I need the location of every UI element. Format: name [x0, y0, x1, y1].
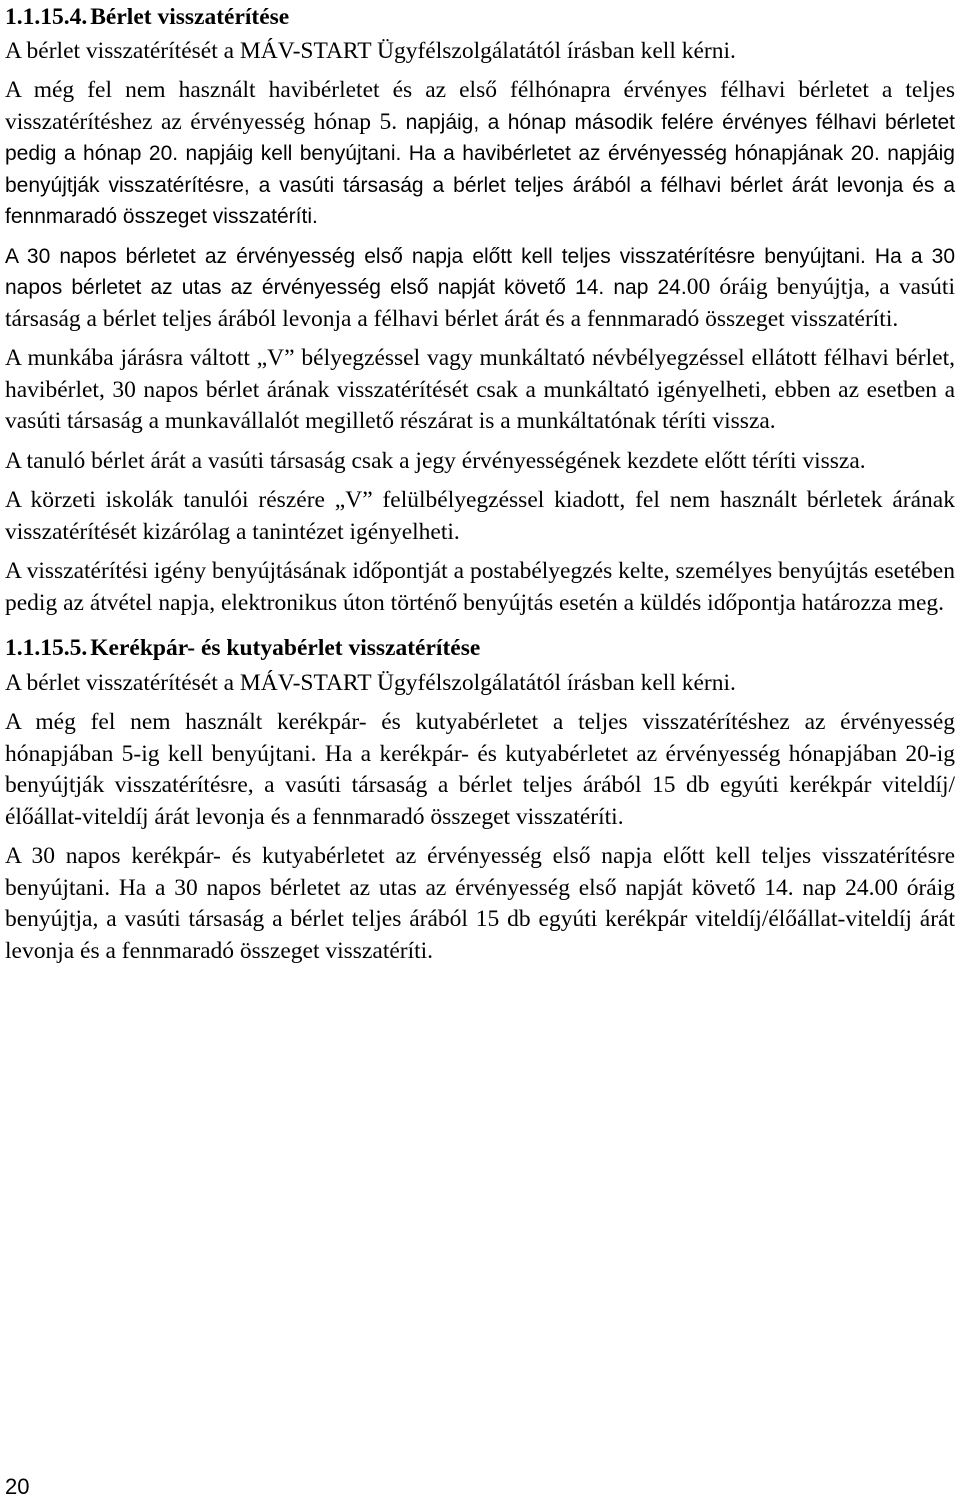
paragraph-text: A körzeti iskolák tanulói részére „V” felülbélyegzéssel kiadott, fel nem használt bérletek árának visszatérítését kizárólag a tanintézet igényelheti. — [5, 487, 955, 545]
paragraph-text: A még fel nem használt kerékpár- és kutyabérletet a teljes visszatérítéshez az érvényesség hónapjában 5-ig kell benyújtani. Ha a kerékpár- és kutyabérletet az érvényesség hónapjában 20-ig benyújtják visszatérítésre, a vasúti társaság a bérlet teljes árából 15 db egyúti kerékpár viteldíj/élőállat-viteldíj árát levonja és a fennmaradó összeget visszatéríti. — [5, 709, 955, 830]
paragraph — [5, 36, 955, 68]
document-page — [5, 0, 955, 975]
section-number-1: 1.1.15.4. — [5, 4, 88, 30]
paragraph-text: A munkába járásra váltott „V” bélyegzéssel vagy munkáltató névbélyegzéssel ellátott félhavi bérlet, havibérlet, 30 napos bérlet árának visszatérítését csak a munkáltató igényelheti, ebben az esetben a vasúti társaság a munkavállalót megillető részárat is a munkáltatónak téríti vissza. — [5, 345, 955, 434]
paragraph — [5, 75, 955, 233]
paragraph — [5, 446, 955, 478]
paragraph-text: 00 óráig benyújtja, a vasúti társaság a bérlet teljes árából levonja a félhavi bérlet árát és a fennmaradó összeget visszatéríti. — [5, 274, 955, 332]
section-heading-1 — [5, 2, 955, 34]
paragraph-text: A visszatérítési igény benyújtásának időpontját a postabélyegzés kelte, személyes benyújtás esetében pedig az átvétel napja, elektronikus úton történő benyújtás esetén a küldés időpontja határozza meg. — [5, 558, 955, 616]
paragraph — [5, 668, 955, 700]
paragraph-text: A bérlet visszatérítését a MÁV-START Ügyfélszolgálatától írásban kell kérni. — [5, 669, 736, 696]
paragraph-text: A bérlet visszatérítését a MÁV-START Ügyfélszolgálatától írásban kell kérni. — [5, 37, 736, 64]
paragraph — [5, 241, 955, 336]
paragraph-text: A 30 napos kerékpár- és kutyabérletet az érvényesség első napja előtt kell teljes visszatérítésre benyújtani. Ha a 30 napos bérletet az utas az érvényesség első napját követő 14. nap 24.00 óráig benyújtja, a vasúti társaság a bérlet teljes árából 15 db egyúti kerékpár viteldíj/élőállat-viteldíj árát levonja és a fennmaradó összeget visszatéríti. — [5, 843, 955, 964]
section-heading-2 — [5, 633, 955, 665]
paragraph — [5, 556, 955, 619]
paragraph-text-sans: napjáig, a hónap második felére érvényes félhavi bérletet pedig a hónap 20. napjáig kell benyújtani. Ha a havibérletet az érvényesség hónapjának 20. napjáig benyújtják visszatérítésre, a vasúti társaság a bérlet teljes árából a félhavi bérlet árát levonja és a fennmaradó összeget visszatéríti. — [5, 110, 955, 228]
paragraph-text: A még fel nem használt havibérletet és az első félhónapra érvényes félhavi bérletet a teljes visszatérítéshez az érvényesség hónap 5. — [5, 77, 955, 135]
paragraph — [5, 707, 955, 833]
section-number-2: 1.1.15.5. — [5, 635, 88, 661]
paragraph — [5, 841, 955, 967]
paragraph-text: A tanuló bérlet árát a vasúti társaság csak a jegy érvényességének kezdete előtt téríti vissza. — [5, 447, 866, 474]
page-number: 20 — [5, 1474, 30, 1499]
section-title-1: Bérlet visszatérítése — [90, 4, 290, 30]
paragraph-text-sans: A 30 napos bérletet az érvényesség első napja előtt kell teljes visszatérítésre benyújtani. Ha a 30 napos bérletet az utas az érvényesség első napját követő 14. nap 24. — [5, 244, 955, 299]
paragraph — [5, 485, 955, 548]
paragraph — [5, 343, 955, 438]
section-title-2: Kerékpár- és kutyabérlet visszatérítése — [90, 635, 481, 661]
